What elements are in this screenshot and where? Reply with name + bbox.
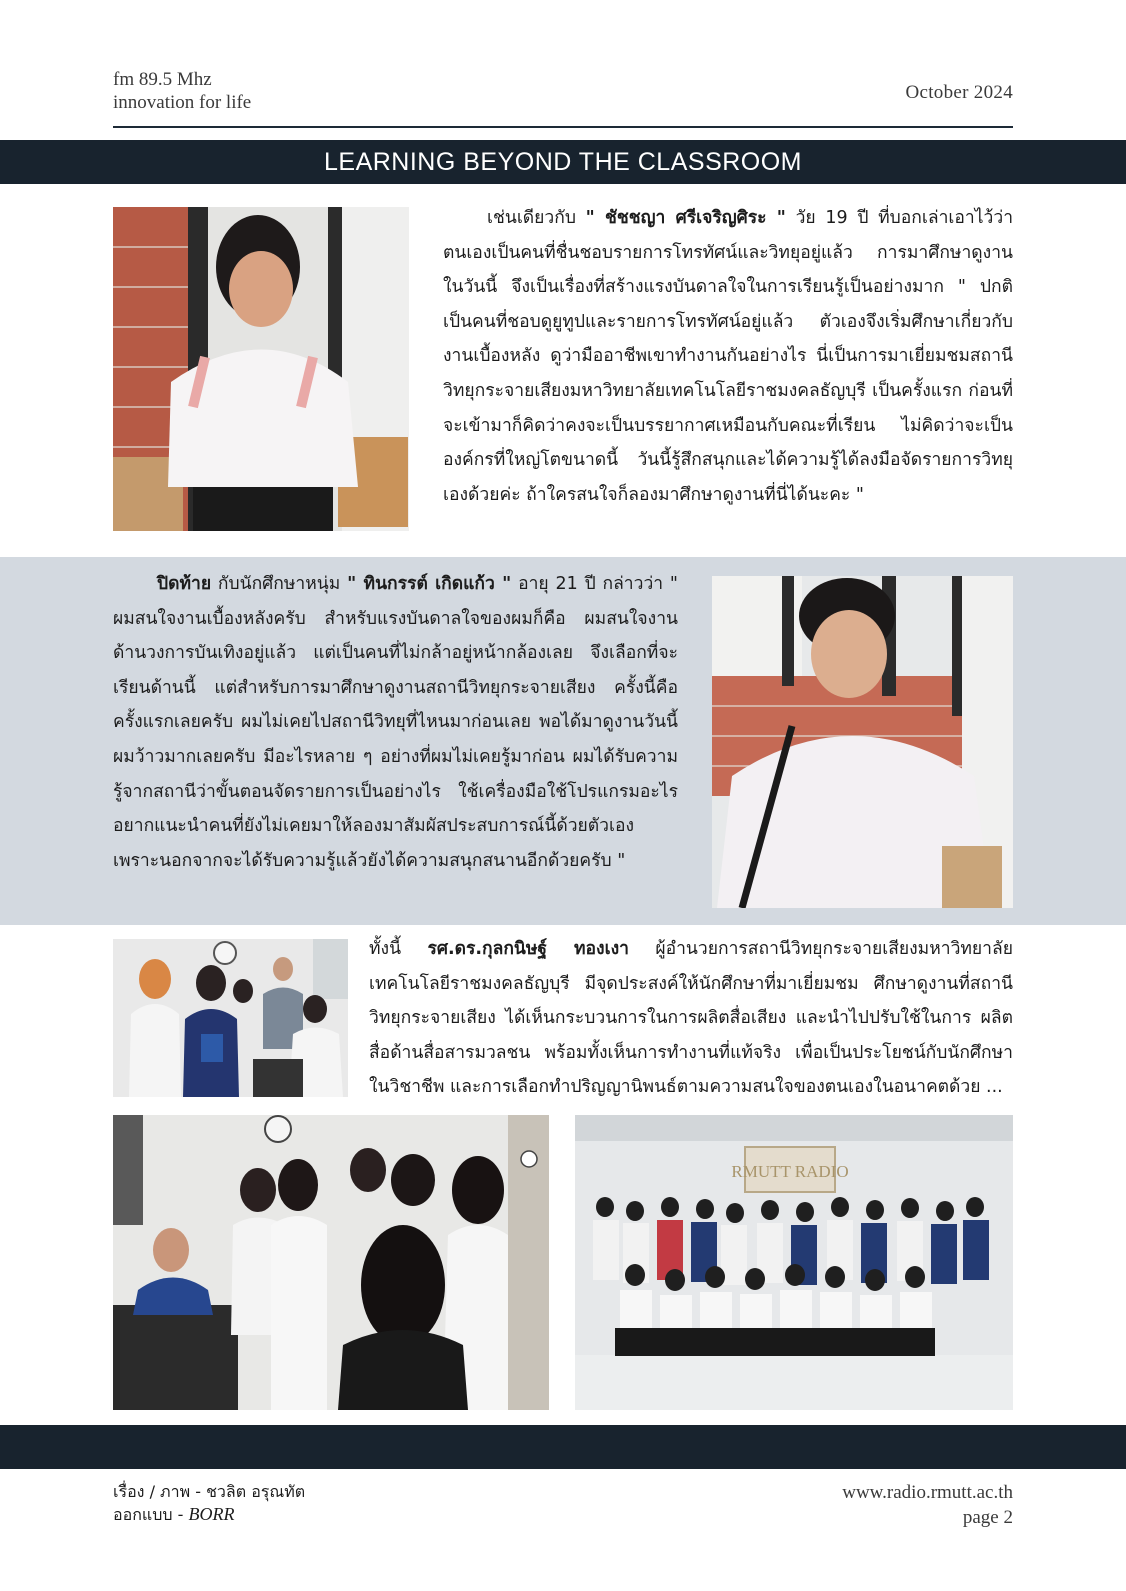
- para3-body: ผู้อำนวยการสถานีวิทยุกระจายเสียงมหาวิทยาลัยเทคโนโลยีราชมงคลธัญบุรี มีจุดประสงค์ให้นักศึกษาที่มาเยี่ยมชม ศึกษาดูงานที่สถานีวิทยุกระจายเสียง ได้เห็นกระบวนการในการผลิตสื่อเสียง และนำไปปรับใช้ในการ ผลิตสื่อด้านสื่อสารมวลชน พร้อมทั้งเห็นการทำงานที่แท้จริง เพื่อเป็นประโยชน์กับนักศึกษาในวิชาชีพ และการเลือกทำปริญญานิพนธ์ตามความสนใจของตนเองในอนาคตด้วย ...: [369, 939, 1013, 1098]
- photo-male-student: [712, 576, 1013, 908]
- paragraph-student-1: [443, 201, 1013, 512]
- paragraph-student-2: [113, 567, 678, 878]
- para2-intro: กับนักศึกษาหนุ่ม: [211, 574, 348, 594]
- photo-female-student: [113, 207, 409, 531]
- para2-lead: ปิดท้าย: [157, 574, 212, 594]
- banner-title: LEARNING BEYOND THE CLASSROOM: [323, 147, 803, 176]
- masthead: [113, 68, 251, 114]
- para1-intro: เช่นเดียวกับ: [487, 208, 586, 228]
- credit-story-photo: เรื่อง / ภาพ - ชวลิต อรุณทัต: [113, 1482, 306, 1501]
- para2-body: อายุ 21 ปี กล่าวว่า " ผมสนใจงานเบื้องหลังครับ สำหรับแรงบันดาลใจของผมก็คือ ผมสนใจงานด้านวงการบันเทิงอยู่แล้ว แต่เป็นคนที่ไม่กล้าอยู่หน้ากล้องเลย จึงเลือกที่จะเรียนด้านนี้ แต่สำหรับการมาศึกษาดูงานสถานีวิทยุกระจายเสียง ครั้งนี้คือครั้งแรกเลยครับ ผมไม่เคยไปสถานีวิทยุที่ไหนมาก่อนเลย พอได้มาดูงานวันนี้ผมว้าวมากเลยครับ มีอะไรหลาย ๆ อย่างที่ผมไม่เคยรู้มาก่อน ผมได้รับความรู้จากสถานีว่าขั้นตอนจัดรายการเป็นอย่างไร ใช้เครื่องมือใช้โปรแกรมอะไร อยากแนะนำคนที่ยังไม่เคยมาให้ลองมาสัมผัสประสบการณ์นี้ด้วยตัวเอง เพราะนอกจากจะได้รับความรู้แล้วยังได้ความสนุกสนานอีกด้วยครับ ": [113, 574, 678, 871]
- para3-intro: ทั้งนี้: [369, 939, 428, 959]
- photo-director-with-students: [113, 939, 348, 1097]
- page-number: page 2: [962, 1507, 1013, 1528]
- footer-info: [842, 1480, 1013, 1530]
- station-frequency: fm 89.5 Mhz: [113, 69, 212, 90]
- website-link[interactable]: www.radio.rmutt.ac.th: [842, 1482, 1013, 1503]
- header-divider: [113, 126, 1013, 128]
- para1-body: วัย 19 ปี ที่บอกเล่าเอาไว้ว่า ตนเองเป็นคนที่ชื่นชอบรายการโทรทัศน์และวิทยุอยู่แล้ว การมาศึกษาดูงานในวันนี้ จึงเป็นเรื่องที่สร้างแรงบันดาลใจในการเรียนรู้เป็นอย่างมาก " ปกติเป็นคนที่ชอบดูยูทูปและรายการโทรทัศน์อยู่แล้ว ตัวเองจึงเริ่มศึกษาเกี่ยวกับงานเบื้องหลัง ดูว่ามืออาชีพเขาทำงานกันอย่างไร นี่เป็นการมาเยี่ยมชมสถานีวิทยุกระจายเสียงมหาวิทยาลัยเทคโนโลยีราชมงคลธัญบุรี เป็นครั้งแรก ก่อนที่ จะเข้ามาก็คิดว่าคงจะเป็นบรรยากาศเหมือนกับคณะที่เรียน ไม่คิดว่าจะเป็นองค์กรที่ใหญ่โตขนาดนี้ วันนี้รู้สึกสนุกและได้ความรู้ได้ลงมือจัดรายการวิทยุเองด้วยค่ะ ถ้าใครสนใจก็ลองมาศึกษาดูงานที่นี่ได้นะคะ ": [443, 208, 1014, 505]
- issue-date: October 2024: [905, 82, 1013, 103]
- footer-credits: [113, 1480, 305, 1526]
- para1-student-name: " ชัชชญา ศรีเจริญศิระ ": [585, 208, 786, 228]
- station-tagline: innovation for life: [113, 92, 252, 113]
- photo-group: [575, 1115, 1013, 1410]
- para2-student-name: " ทินกรรต์ เกิดแก้ว ": [347, 574, 512, 594]
- para3-director-name: รศ.ดร.กุลกนิษฐ์ ทองเงา: [427, 939, 629, 959]
- footer-bar: [0, 1425, 1126, 1469]
- credit-design: [113, 1503, 305, 1526]
- credit-design-name: BORR: [188, 1504, 235, 1524]
- section-banner: [0, 140, 1126, 184]
- paragraph-director: [369, 932, 1013, 1105]
- wall-sign-text: RMUTT RADIO: [731, 1162, 849, 1181]
- credit-design-label: ออกแบบ -: [113, 1505, 189, 1524]
- photo-studio-session: [113, 1115, 549, 1410]
